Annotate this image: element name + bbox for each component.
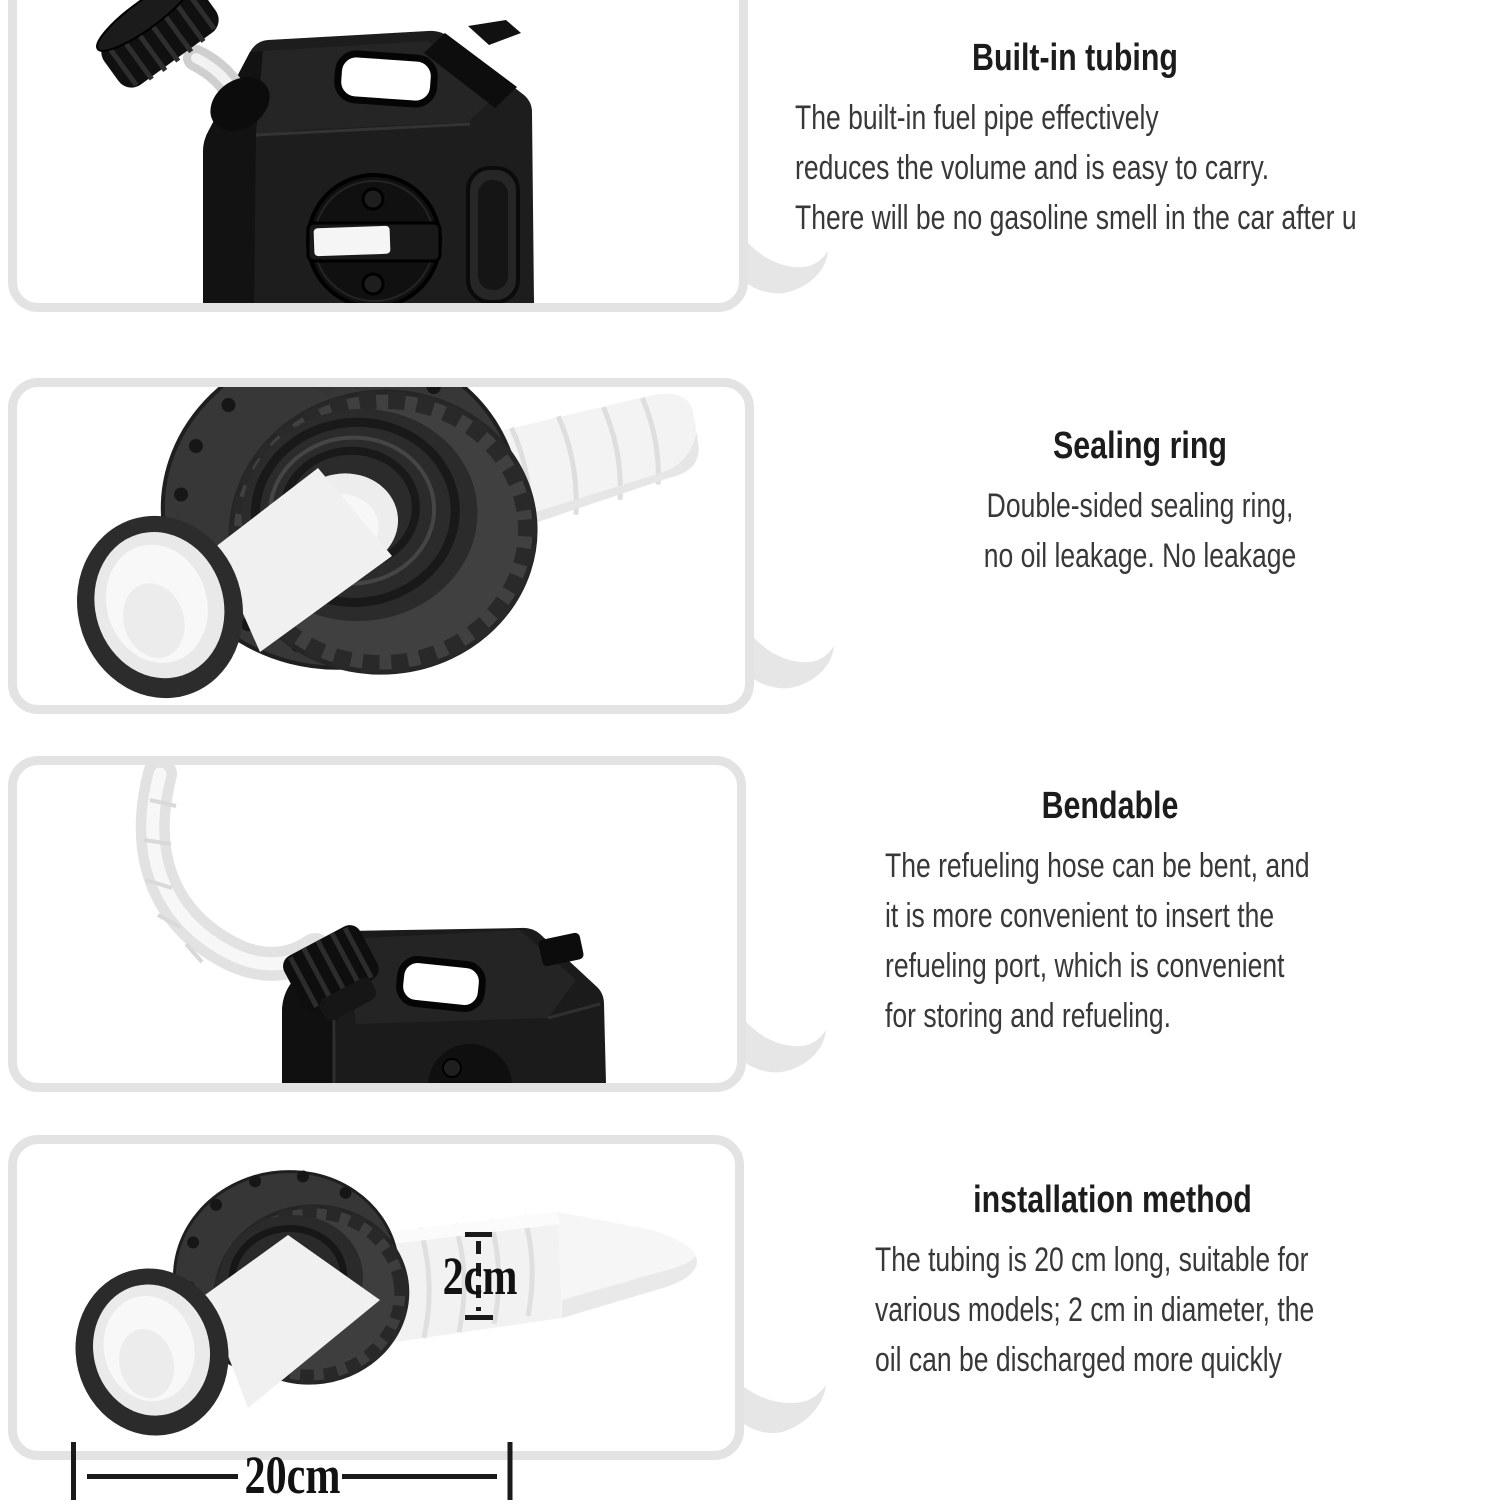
section-sealing-ring-text	[855, 424, 1425, 581]
section-body	[875, 1235, 1350, 1385]
section-body-line: oil can be discharged more quickly	[875, 1341, 1282, 1379]
section-body-line: refueling port, which is convenient	[885, 947, 1285, 985]
section-body-line: Double-sided sealing ring,	[986, 487, 1294, 525]
panel-tail-decoration	[748, 628, 838, 694]
length-label: 20cm	[244, 1445, 341, 1505]
bent-hose	[144, 774, 315, 964]
section-body-line: for storing and refueling.	[885, 997, 1172, 1035]
section-body	[855, 481, 1425, 581]
panel-tail-decoration	[738, 1382, 830, 1442]
section-installation-method-text	[875, 1178, 1350, 1385]
section-body	[795, 93, 1355, 243]
sealing-ring-photo	[17, 387, 745, 705]
section-body-line: reduces the volume and is easy to carry.	[795, 149, 1270, 187]
section-body-line: The tubing is 20 cm long, suitable for	[875, 1241, 1309, 1279]
section-body-line: The refueling hose can be bent, and	[885, 847, 1310, 885]
section-body-line: no oil leakage. No leakage	[983, 537, 1297, 575]
feature-panel-sealing-ring	[8, 378, 754, 714]
section-body	[885, 841, 1335, 1041]
section-title: installation method	[973, 1179, 1252, 1221]
section-bendable-text	[885, 784, 1335, 1041]
fuel-can-photo	[17, 0, 739, 303]
diameter-label: 2cm	[442, 1246, 518, 1306]
section-body-line: The built-in fuel pipe effectively	[795, 99, 1159, 137]
feature-panel-installation-method	[8, 1135, 744, 1460]
section-title: Bendable	[1041, 785, 1179, 827]
feature-panel-bendable	[8, 756, 746, 1092]
section-built-in-tubing-text	[795, 36, 1355, 243]
section-body-line: There will be no gasoline smell in the car after u	[795, 199, 1357, 237]
section-body-line: it is more convenient to insert the	[885, 897, 1275, 935]
section-title: Built-in tubing	[972, 37, 1178, 79]
feature-panel-built-in-tubing	[8, 0, 748, 312]
bent-hose-photo	[17, 765, 737, 1083]
section-title: Sealing ring	[1053, 425, 1227, 467]
section-body-line: various models; 2 cm in diameter, the	[875, 1291, 1315, 1329]
knurled-cap	[88, 0, 227, 96]
panel-tail-decoration	[740, 1012, 830, 1078]
installation-photo	[17, 1144, 735, 1451]
jerry-can	[203, 20, 534, 303]
